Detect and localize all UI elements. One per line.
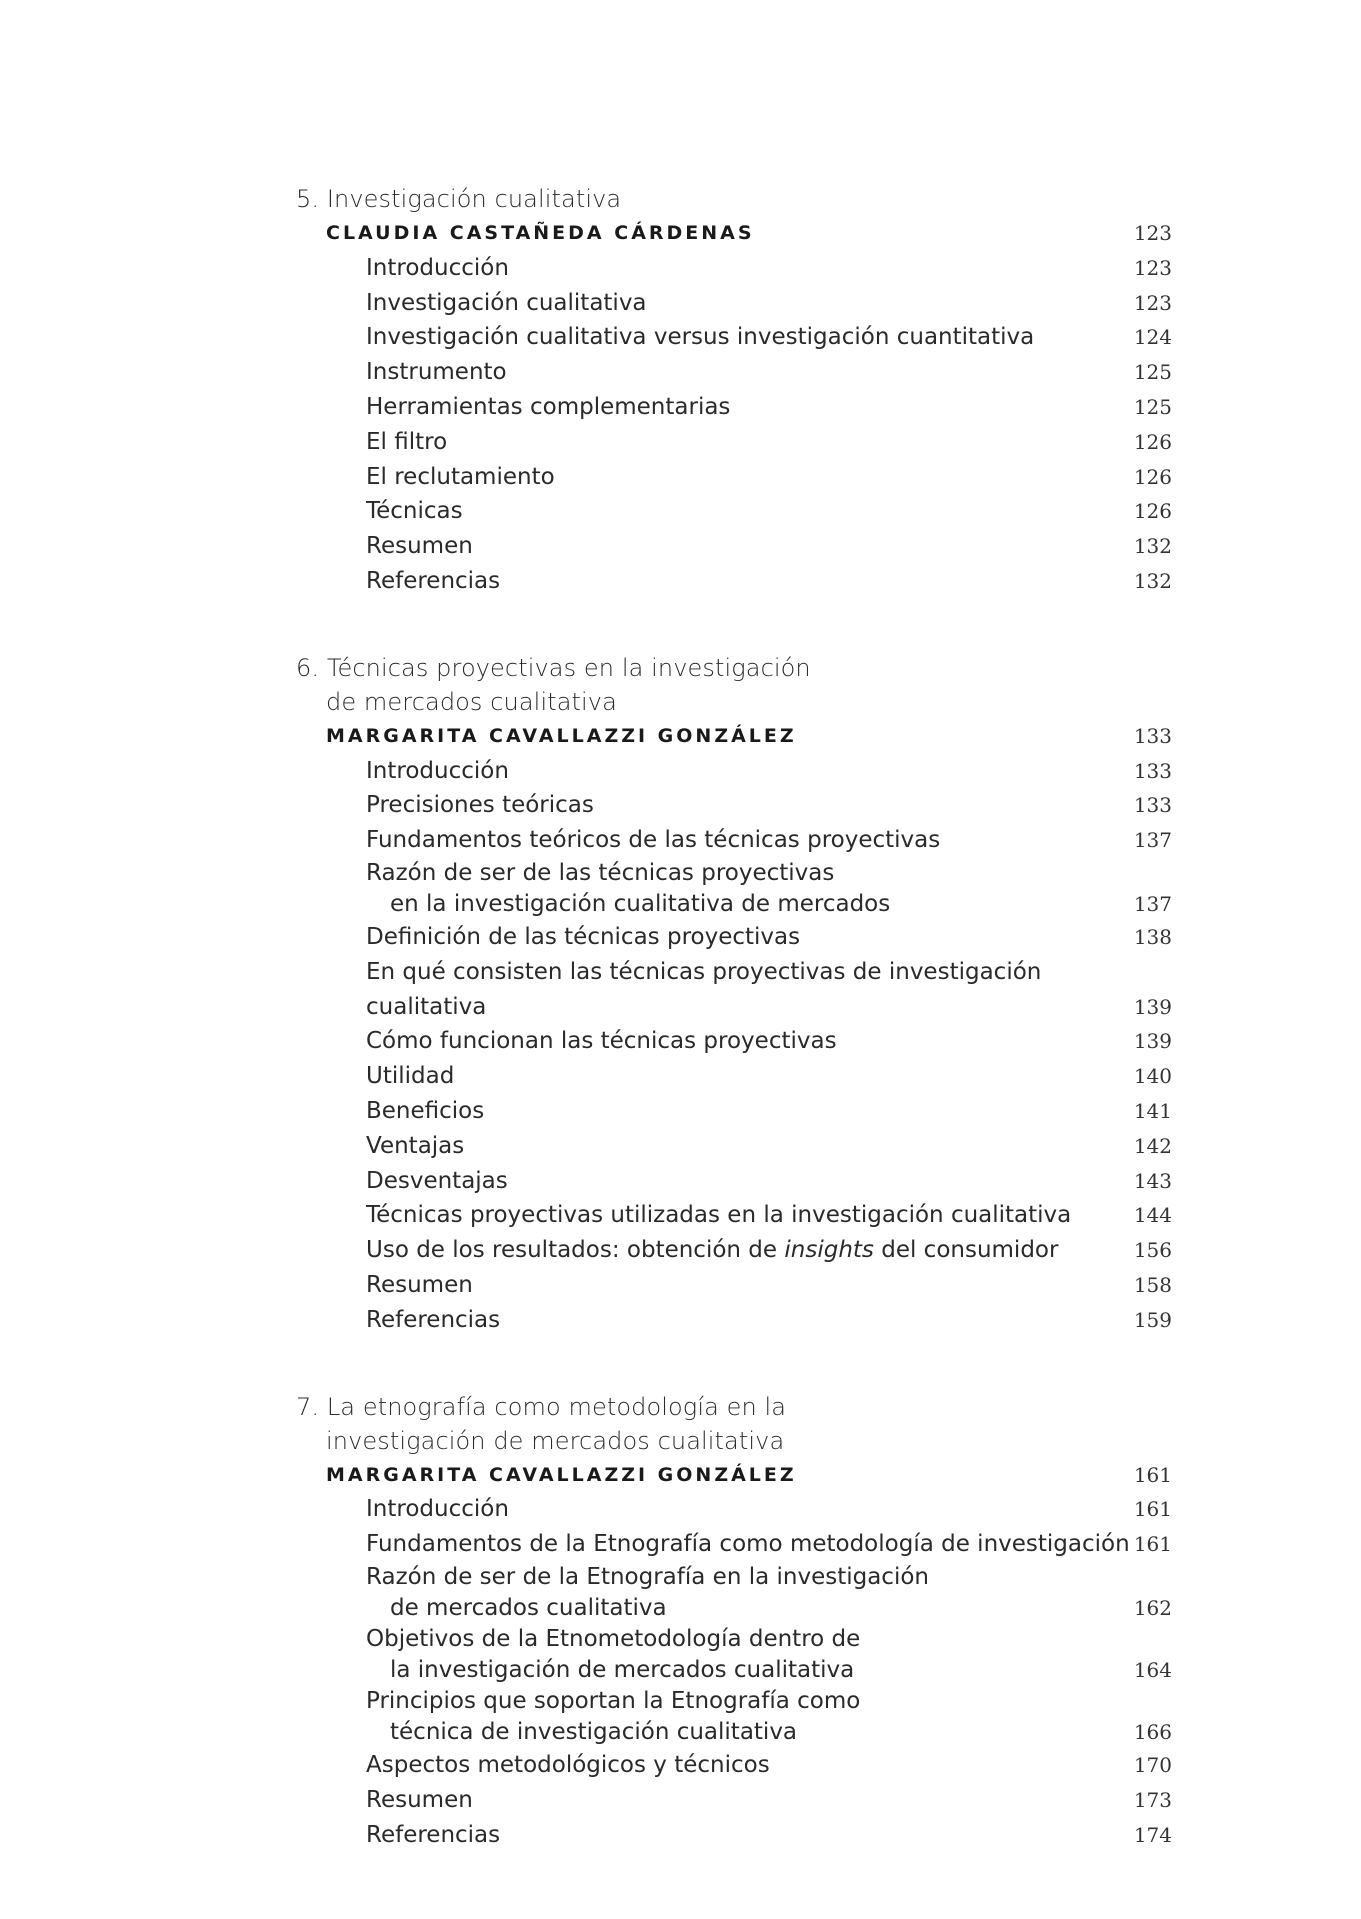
entry-label-line-2: técnica de investigación cualitativa	[390, 1718, 798, 1745]
entry-label: Introducción	[366, 254, 509, 281]
entry-label-line-2: en la investigación cualitativa de mercados	[390, 890, 891, 917]
toc-entry[interactable]	[296, 286, 1172, 321]
entry-label	[366, 1686, 860, 1748]
page-number: 164	[1133, 1657, 1172, 1682]
chapter-title-line-1: 6. Técnicas proyectivas en la investigación	[296, 653, 811, 682]
page-number: 133	[1133, 793, 1172, 818]
author-row	[296, 1458, 1172, 1493]
entry-label: Cómo funcionan las técnicas proyectivas	[366, 1028, 837, 1055]
entry-label-line-2: de mercados cualitativa	[390, 1594, 667, 1621]
page-number: 139	[1133, 994, 1172, 1019]
toc-entry[interactable]	[296, 1059, 1172, 1094]
page-number: 125	[1133, 360, 1172, 385]
entry-label: Referencias	[366, 567, 501, 594]
toc-entry[interactable]	[296, 1303, 1172, 1338]
toc-entry[interactable]	[296, 1233, 1172, 1268]
entry-label	[366, 1624, 860, 1686]
chapter-5	[296, 182, 1172, 599]
page-number: 173	[1133, 1787, 1172, 1812]
page-number: 123	[1133, 290, 1172, 315]
toc-entry[interactable]	[296, 1818, 1172, 1853]
toc-entry[interactable]	[296, 1268, 1172, 1303]
entry-label: Introducción	[366, 1496, 509, 1523]
page-number: 132	[1133, 568, 1172, 593]
page-number: 126	[1133, 429, 1172, 454]
toc-entry[interactable]	[296, 1164, 1172, 1199]
page-number: 144	[1133, 1203, 1172, 1228]
page-number: 133	[1133, 758, 1172, 783]
toc-entry[interactable]	[296, 390, 1172, 425]
page-number: 124	[1133, 325, 1172, 350]
chapter-title-line-1: 7. La etnografía como metodología en la	[296, 1392, 787, 1421]
entry-label: En qué consisten las técnicas proyectivas de investigación cualitativa	[366, 958, 1042, 1020]
entry-label: Utilidad	[366, 1063, 455, 1090]
entry-label: El reclutamiento	[366, 463, 555, 490]
page-number: 166	[1133, 1719, 1172, 1744]
entry-label: Resumen	[366, 1271, 473, 1298]
entry-label	[366, 1562, 929, 1624]
entry-label: Investigación cualitativa versus investigación cuantitativa	[366, 324, 1035, 351]
entry-label: Fundamentos teóricos de las técnicas proyectivas	[366, 827, 941, 854]
entry-label-line-1: Principios que soportan la Etnografía como	[366, 1687, 861, 1714]
toc-entry[interactable]	[296, 1562, 1172, 1624]
page-number: 158	[1133, 1272, 1172, 1297]
entry-label: Herramientas complementarias	[366, 393, 731, 420]
toc-entry[interactable]	[296, 1094, 1172, 1129]
toc-entry[interactable]	[296, 1492, 1172, 1527]
entry-label: Fundamentos de la Etnografía como metodología de investigación	[366, 1531, 1130, 1558]
entry-label: Precisiones teóricas	[366, 792, 594, 819]
page-number: 138	[1133, 924, 1172, 949]
author-row	[296, 719, 1172, 754]
toc-entry[interactable]	[296, 955, 1172, 1025]
page-number: 142	[1133, 1133, 1172, 1158]
entry-label	[366, 858, 890, 920]
toc-entry[interactable]	[296, 754, 1172, 789]
page-number: 123	[1133, 221, 1172, 245]
toc-entry[interactable]	[296, 1129, 1172, 1164]
entry-label	[366, 1233, 1058, 1268]
page-number: 137	[1133, 828, 1172, 853]
entry-label: Técnicas proyectivas utilizadas en la investigación cualitativa	[366, 1202, 1072, 1229]
chapter-title: 5. Investigación cualitativa	[296, 185, 622, 213]
toc-entry[interactable]	[296, 1748, 1172, 1783]
page-number: 126	[1133, 499, 1172, 524]
entry-label-line-1: Razón de ser de las técnicas proyectivas	[366, 859, 835, 886]
page-number: 161	[1133, 1532, 1172, 1557]
entry-label-italic: insights	[784, 1237, 874, 1264]
toc-entry[interactable]	[296, 564, 1172, 599]
toc-entry[interactable]	[296, 823, 1172, 858]
entry-label: Resumen	[366, 1786, 473, 1813]
chapter-title-line-2: investigación de mercados cualitativa	[326, 1426, 785, 1455]
page-number: 123	[1133, 255, 1172, 280]
entry-label: Definición de las técnicas proyectivas	[366, 923, 801, 950]
entry-label-line-2: la investigación de mercados cualitativa	[390, 1656, 855, 1683]
page-number: 159	[1133, 1307, 1172, 1332]
entry-label-text: Uso de los resultados: obtención de	[366, 1237, 785, 1264]
toc-entry[interactable]	[296, 1624, 1172, 1686]
chapter-6	[296, 651, 1172, 1338]
page-number: 137	[1133, 891, 1172, 916]
page-number: 156	[1133, 1238, 1172, 1263]
page-number: 125	[1133, 394, 1172, 419]
toc-entry[interactable]	[296, 529, 1172, 564]
toc-entry[interactable]	[296, 1024, 1172, 1059]
entry-label: Referencias	[366, 1821, 501, 1848]
chapter-title-line-2: de mercados cualitativa	[326, 687, 617, 716]
page-number: 161	[1133, 1462, 1172, 1487]
page-number: 170	[1133, 1752, 1172, 1777]
chapter-title	[296, 651, 1172, 719]
page-number: 143	[1133, 1168, 1172, 1193]
toc-entry[interactable]	[296, 1686, 1172, 1748]
author-row	[296, 216, 1172, 251]
entry-label: Ventajas	[366, 1132, 465, 1159]
chapter-author: MARGARITA CAVALLAZZI GONZÁLEZ	[326, 1463, 797, 1486]
page-number: 126	[1133, 464, 1172, 489]
page-number: 139	[1133, 1029, 1172, 1054]
chapter-7	[296, 1390, 1172, 1853]
toc-entry[interactable]	[296, 355, 1172, 390]
entry-label: Técnicas	[366, 498, 463, 525]
chapter-author: CLAUDIA CASTAÑEDA CÁRDENAS	[326, 222, 755, 244]
entry-label: Introducción	[366, 757, 509, 784]
page-number: 174	[1133, 1822, 1172, 1847]
entry-label: Desventajas	[366, 1167, 508, 1194]
entry-label-line-1: Razón de ser de la Etnografía en la investigación	[366, 1563, 929, 1590]
toc-entry[interactable]	[296, 1198, 1172, 1233]
entry-label: Beneficios	[366, 1097, 485, 1124]
toc-entry[interactable]	[296, 920, 1172, 955]
toc-entry[interactable]	[296, 494, 1172, 529]
page-number: 132	[1133, 534, 1172, 559]
toc-entry[interactable]	[296, 460, 1172, 495]
chapter-author: MARGARITA CAVALLAZZI GONZÁLEZ	[326, 724, 797, 747]
entry-label: Resumen	[366, 533, 473, 560]
toc-entry[interactable]	[296, 251, 1172, 286]
entry-label: Investigación cualitativa	[366, 289, 647, 316]
entry-label: Referencias	[366, 1306, 501, 1333]
page-number: 133	[1133, 723, 1172, 748]
entry-label: Instrumento	[366, 359, 507, 386]
toc-entry[interactable]	[296, 788, 1172, 823]
toc-entry[interactable]	[296, 858, 1172, 920]
entry-label: El filtro	[366, 428, 448, 455]
entry-label-line-1: Objetivos de la Etnometodología dentro de	[366, 1625, 861, 1652]
entry-label: Aspectos metodológicos y técnicos	[366, 1751, 770, 1778]
page-number: 141	[1133, 1098, 1172, 1123]
chapter-title	[296, 1390, 1172, 1458]
page-number: 140	[1133, 1064, 1172, 1089]
page-number: 162	[1133, 1595, 1172, 1620]
toc-entry[interactable]	[296, 320, 1172, 355]
page-number: 161	[1133, 1497, 1172, 1522]
table-of-contents	[296, 182, 1172, 1904]
toc-entry[interactable]	[296, 425, 1172, 460]
toc-entry[interactable]	[296, 1783, 1172, 1818]
toc-entry[interactable]	[296, 1527, 1172, 1562]
entry-label-text: del consumidor	[873, 1237, 1059, 1264]
